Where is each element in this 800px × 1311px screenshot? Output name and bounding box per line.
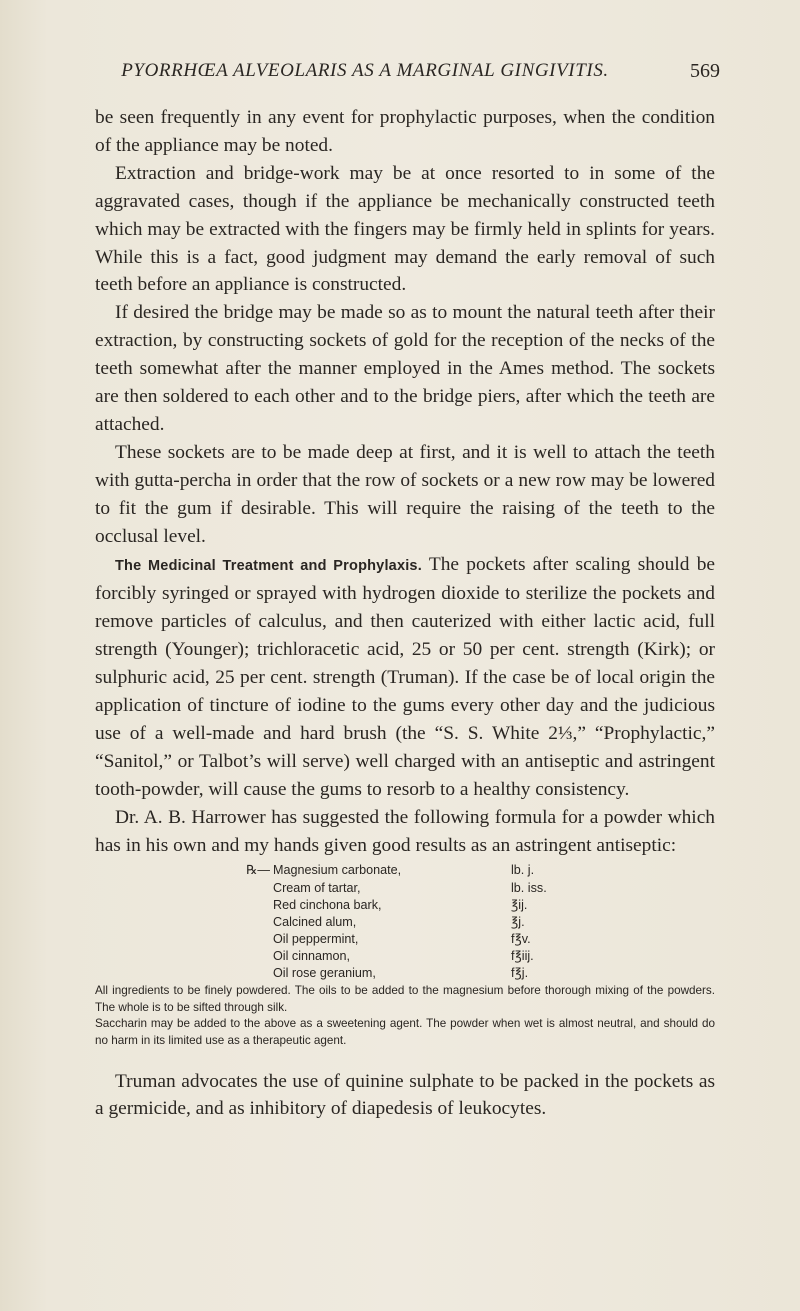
- section-text: The pockets after scaling should be forcibly syringed or sprayed with hydrogen dioxide to sterilize the pockets and remove particles of calculus, and then cauterized with either lactic acid, full strength (Younger); trichloracetic acid, 25 or 50 per cent. strength (Kirk); or sulphuric acid, 25 per cent. strength (Truman). If the case be of local origin the application of tincture of iodine to the gums every other day and the judicious use of a well-made and hard brush (the “S. S. White 2⅓,” “Prophylactic,” “Sanitol,” or Talbot’s will serve) well charged with an antiseptic and astringent tooth-powder, will cause the gums to resorb to a healthy consistency.: [95, 553, 715, 800]
- formula-ingredient: Magnesium carbonate,: [273, 863, 402, 878]
- paragraph-bridge: If desired the bridge may be made so as to mount the natural teeth after their extraction, by constructing sockets of gold for the reception of the necks of the teeth somewhat after the manner employed in the Ames method. The sockets are then soldered to each other and to the bridge piers, after which the teeth are attached.: [95, 302, 715, 435]
- formula-table: [95, 862, 715, 982]
- paragraph-continuation: be seen frequently in any event for prophylactic purposes, when the condition of the appliance may be noted.: [95, 107, 715, 156]
- formula-row: [95, 931, 715, 948]
- formula-row: [95, 965, 715, 982]
- formula-row: [95, 880, 715, 897]
- paragraph-extraction: Extraction and bridge-work may be at once resorted to in some of the aggravated cases, though if the appliance be mechanically constructed teeth which may be extracted with the fingers may be firmly held in splints for years. While this is a fact, good judgment may demand the early removal of such teeth before an appliance is constructed.: [95, 162, 715, 296]
- paragraph-medicinal-treatment: [95, 551, 715, 804]
- formula-quantity: f℥iij.: [511, 948, 534, 963]
- page-header: [100, 60, 720, 92]
- formula-row: [95, 897, 715, 914]
- formula-row: [95, 914, 715, 931]
- formula-row: [95, 862, 715, 879]
- formula-ingredient: Oil cinnamon,: [273, 948, 350, 963]
- formula-notes: [95, 983, 715, 1049]
- formula-row: [95, 948, 715, 965]
- formula-ingredient: Oil rose geranium,: [273, 966, 376, 981]
- formula-quantity: f℥v.: [511, 931, 531, 946]
- paragraph-harrower-formula: Dr. A. B. Harrower has suggested the following formula for a powder which has in his own and my hands given good results as an astringent antiseptic:: [95, 806, 715, 856]
- formula-quantity: ℥ij.: [511, 897, 528, 912]
- running-head: PYORRHŒA ALVEOLARIS AS A MARGINAL GINGIVITIS.: [121, 60, 609, 81]
- formula-quantity: lb. iss.: [511, 880, 547, 895]
- formula-quantity: f℥j.: [511, 966, 529, 981]
- rx-symbol: ℞—: [246, 863, 270, 878]
- body-text: [95, 104, 715, 1123]
- formula-note: Saccharin may be added to the above as a sweetening agent. The powder when wet is almost neutral, and should do no harm in its limited use as a therapeutic agent.: [95, 1017, 715, 1047]
- page-number: 569: [690, 60, 720, 82]
- paragraph-truman: Truman advocates the use of quinine sulphate to be packed in the pockets as a germicide, and as inhibitory of diapedesis of leukocytes.: [95, 1070, 715, 1120]
- formula-ingredient: Calcined alum,: [273, 914, 357, 929]
- formula-ingredient: Cream of tartar,: [273, 880, 361, 895]
- formula-quantity: lb. j.: [511, 863, 535, 878]
- formula-ingredient: Oil peppermint,: [273, 931, 359, 946]
- formula-ingredient: Red cinchona bark,: [273, 897, 382, 912]
- formula-quantity: ℥j.: [511, 914, 525, 929]
- paragraph-sockets: These sockets are to be made deep at first, and it is well to attach the teeth with gutta-percha in order that the row of sockets or a new row may be lowered to fit the gum if desirable. This will require the raising of the teeth to the occlusal level.: [95, 441, 715, 547]
- section-heading: The Medicinal Treatment and Prophylaxis.: [115, 557, 422, 574]
- formula-note: All ingredients to be finely powdered. The oils to be added to the magnesium before thorough mixing of the powders. The whole is to be sifted through silk.: [95, 984, 715, 1014]
